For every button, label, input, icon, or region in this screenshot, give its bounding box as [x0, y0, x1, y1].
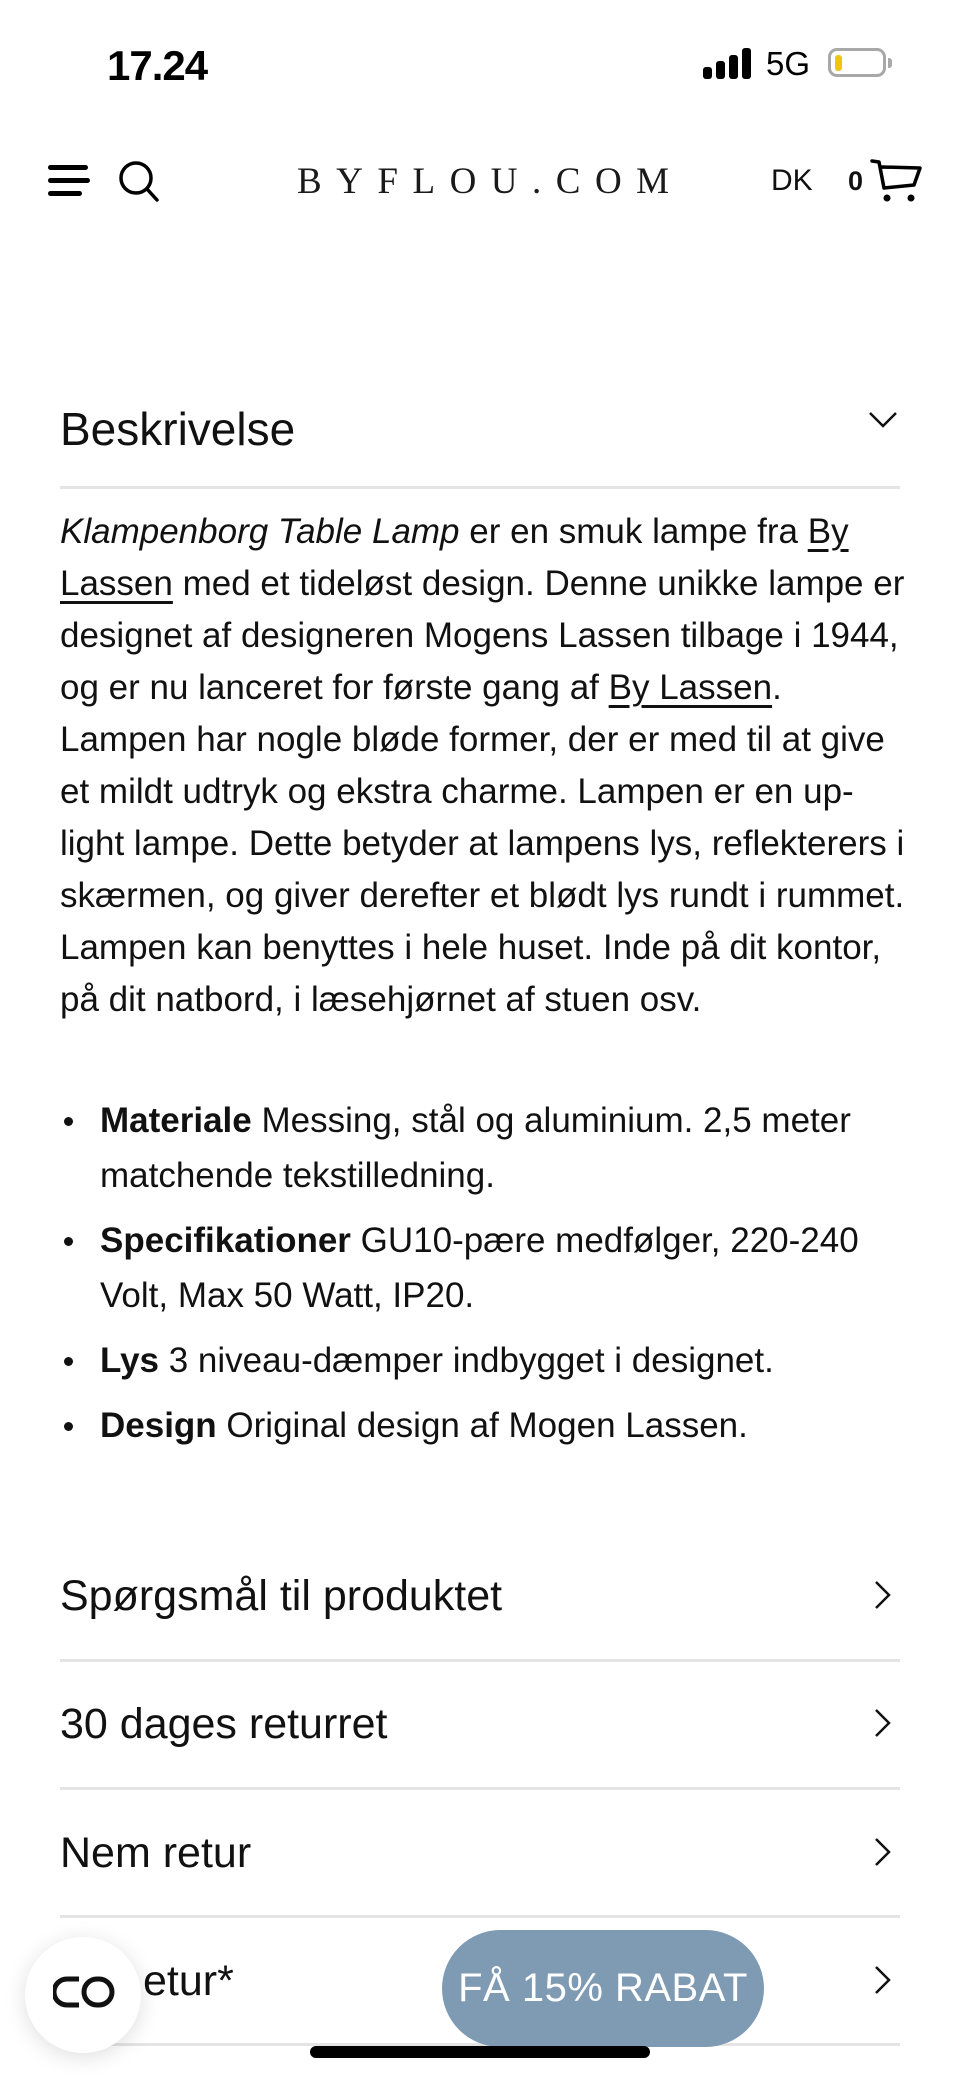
- spec-value: GU10-pære medfølger, 220-240 Volt, Max 50 Watt, IP20.: [100, 1221, 859, 1315]
- chevron-right-icon[interactable]: [872, 1708, 894, 1738]
- divider: [60, 1915, 900, 1918]
- discount-button[interactable]: FÅ 15% RABAT: [442, 1930, 764, 2047]
- network-type: 5G: [766, 45, 811, 82]
- description-text-part: er en smuk lampe fra: [459, 512, 808, 551]
- home-indicator[interactable]: [310, 2046, 650, 2058]
- chevron-right-icon[interactable]: [872, 1580, 894, 1610]
- spec-value: Messing, stål og aluminium. 2,5 meter matchende tekstilledning.: [100, 1101, 851, 1195]
- divider: [60, 486, 900, 489]
- accordion-row-return[interactable]: etur*: [143, 1957, 234, 2005]
- spec-item: [60, 1093, 910, 1203]
- accordion-row-easy-return[interactable]: Nem retur: [60, 1829, 252, 1877]
- chat-badge-button[interactable]: [25, 1937, 141, 2053]
- divider: [60, 1659, 900, 1662]
- spec-label: Specifikationer: [100, 1221, 351, 1260]
- chevron-right-icon[interactable]: [872, 1965, 894, 1995]
- brand-link[interactable]: By Lassen: [608, 668, 773, 707]
- description-text: [60, 506, 910, 1026]
- site-logo[interactable]: BYFLOU.COM: [297, 161, 684, 202]
- divider: [60, 1787, 900, 1790]
- product-name: Klampenborg Table Lamp: [60, 512, 460, 551]
- co-logo-icon: [53, 1975, 115, 2009]
- chevron-right-icon[interactable]: [872, 1837, 894, 1867]
- language-selector[interactable]: DK: [771, 164, 813, 197]
- section-title-description[interactable]: Beskrivelse: [60, 403, 296, 455]
- accordion-row-return-policy[interactable]: 30 dages returret: [60, 1700, 388, 1748]
- cart-count[interactable]: 0: [848, 166, 864, 196]
- cart-icon[interactable]: [870, 158, 922, 204]
- accordion-row-questions[interactable]: Spørgsmål til produktet: [60, 1572, 503, 1620]
- description-text-part: med et tideløst design. Denne unikke lampe er designet af designeren Mogens Lassen tilbage i 1944, og er nu lanceret for første gang af: [60, 564, 905, 707]
- spec-item: [60, 1333, 910, 1388]
- battery-tip: [888, 58, 892, 68]
- spec-item: [60, 1213, 910, 1323]
- search-icon[interactable]: [118, 160, 162, 204]
- description-text-part: . Lampen har nogle bløde former, der er med til at give et mildt udtryk og ekstra charme. Lampen er en up-light lampe. Dette betyder at lampens lys, reflekterers i skærmen, og giver derefter et blødt lys rundt i rummet. Lampen kan benyttes i hele huset. Inde på dit kontor, på dit natbord, i læsehjørnet af stuen osv.: [60, 668, 905, 1019]
- chevron-down-icon[interactable]: [868, 410, 898, 430]
- signal-icon: [703, 48, 751, 79]
- spec-value: Original design af Mogen Lassen.: [216, 1406, 748, 1445]
- hamburger-icon[interactable]: [48, 165, 90, 197]
- spec-label: Materiale: [100, 1101, 252, 1140]
- battery-icon: [828, 48, 886, 77]
- spec-label: Lys: [100, 1341, 160, 1380]
- spec-item: [60, 1398, 910, 1453]
- status-time: 17.24: [107, 42, 208, 89]
- spec-list: [60, 1093, 910, 1463]
- spec-label: Design: [100, 1406, 217, 1445]
- brand-link[interactable]: By Lassen: [60, 512, 849, 603]
- spec-value: 3 niveau-dæmper indbygget i designet.: [159, 1341, 774, 1380]
